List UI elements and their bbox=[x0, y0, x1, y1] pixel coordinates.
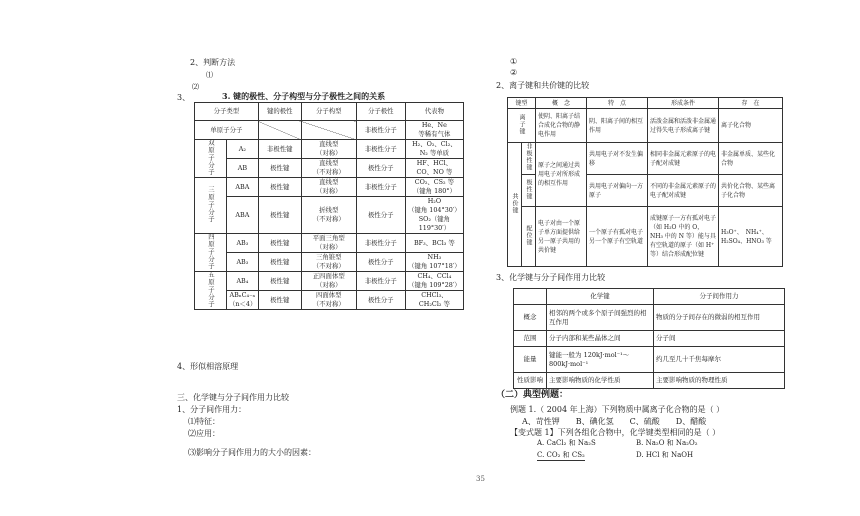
th-blank bbox=[514, 289, 547, 305]
option-c: C. CO₂ 和 CS₂ bbox=[537, 451, 585, 459]
cell-shape: 直线型 （不对称） bbox=[301, 159, 356, 178]
cell-diag bbox=[301, 121, 356, 140]
cell-exist: H₃O⁺、 NH₄⁺、 H₂SO₄、HNO₃ 等 bbox=[719, 207, 783, 267]
th-chem-bond: 化学键 bbox=[547, 289, 654, 305]
cell-shape: 折线型 （不对称） bbox=[301, 197, 356, 234]
cell-example: He、Ne 等稀有气体 bbox=[405, 121, 463, 140]
cell-pol: 非极性分子 bbox=[356, 272, 405, 291]
item-factors: ⑶影响分子间作用力的大小的因素： bbox=[188, 448, 316, 457]
list-item-1: ⑴ bbox=[206, 71, 213, 79]
option-a: A. CaCl₂ 和 Na₂S bbox=[537, 439, 596, 447]
cell-bond: 相邻的两个或多个原子间强烈的相互作用 bbox=[547, 305, 654, 331]
heading-bond-compare: 2、离子键和共价键的比较 bbox=[496, 81, 590, 90]
item-application: ⑵应用： bbox=[188, 429, 220, 438]
cell-force: 分子间 bbox=[654, 331, 785, 347]
th-feature: 特 点 bbox=[587, 98, 648, 109]
th-mol-type: 分子类型 bbox=[195, 103, 259, 121]
cell-feature: 一个原子有孤对电子另一个原子有空轨道 bbox=[587, 207, 648, 267]
cell-shape: 直线型 （对称） bbox=[301, 178, 356, 197]
th-force: 分子间作用力 bbox=[654, 289, 785, 305]
cell-concept: 电子对由一个原子单方面提供给另一原子共用的共价键 bbox=[536, 207, 587, 267]
group-label: 五原子分子 bbox=[195, 272, 227, 310]
cell-feature: 共用电子对不发生偏移 bbox=[587, 143, 648, 175]
th-concept: 概 念 bbox=[536, 98, 587, 109]
list-item-2: ⑵ bbox=[192, 83, 199, 91]
row-label-nonpolar: 非极性键 bbox=[522, 143, 536, 175]
row-label: 概念 bbox=[514, 305, 547, 331]
cell-force: 物质的分子间存在的微弱的相互作用 bbox=[654, 305, 785, 331]
cell-example: H₂、O₂、Cl₂、 N₂ 等单质 bbox=[405, 140, 463, 159]
bond-force-table bbox=[513, 288, 785, 389]
cell-single-atom: 单原子分子 bbox=[195, 121, 259, 140]
cell-type: AB₄ bbox=[227, 272, 259, 291]
heading-judge-method: 2、判断方法 bbox=[190, 58, 236, 67]
row-label: 范围 bbox=[514, 331, 547, 347]
cell-force: 主要影响物质的物理性质 bbox=[654, 373, 785, 389]
cell-exist: 共价化合物、某些离子化合物 bbox=[719, 175, 783, 207]
cell-force: 约几至几十千焦每摩尔 bbox=[654, 347, 785, 373]
cell-bond: 主要影响物质的化学性质 bbox=[547, 373, 654, 389]
cell-diag bbox=[258, 121, 301, 140]
cell-shape: 直线型 （对称） bbox=[301, 140, 356, 159]
example-1: 例题 1.（ 2004 年上海）下列物质中属离子化合物的是（ ） bbox=[510, 405, 725, 414]
row-label: 能量 bbox=[514, 347, 547, 373]
example-1-options: A、苛性钾 B、碘化氢 C、硫酸 D、醋酸 bbox=[522, 417, 707, 426]
cell-bond: 极性键 bbox=[258, 197, 301, 234]
cell-pol: 极性分子 bbox=[356, 253, 405, 272]
section-number-3: 3、 bbox=[177, 93, 191, 102]
cell-pol: 极性分子 bbox=[356, 291, 405, 310]
cell-example: CO₂、CS₂ 等 （键角 180°） bbox=[405, 178, 463, 197]
cell-feature: 共用电子对偏向一方原子 bbox=[587, 175, 648, 207]
row-label-ionic: 离子键 bbox=[508, 109, 536, 143]
cell-type: ABₙC₄₋ₙ （n＜4） bbox=[227, 291, 259, 310]
heading-bond-vs-force: 3、化学键与分子间作用力比较 bbox=[496, 273, 606, 282]
option-b: B. Na₂O 和 Na₂O₂ bbox=[636, 439, 698, 447]
cell-shape: 四面体型 （不对称） bbox=[301, 291, 356, 310]
group-label: 四原子分子 bbox=[195, 234, 227, 272]
polarity-table bbox=[194, 102, 464, 310]
cell-shape: 三角锥型 （不对称） bbox=[301, 253, 356, 272]
cell-pol: 非极性分子 bbox=[356, 121, 405, 140]
cell-example: H₂O （键角 104°30′） SO₂（键角 119°30′） bbox=[405, 197, 463, 234]
th-condition: 形成条件 bbox=[648, 98, 719, 109]
variant-1: 【变式题 1】下列各组化合物中，化学键类型相同的是（ ） bbox=[510, 428, 721, 437]
cell-shape: 正四面体型 （对称） bbox=[301, 272, 356, 291]
cell-bond: 极性键 bbox=[258, 272, 301, 291]
row-label: 性质影响 bbox=[514, 373, 547, 389]
section-examples: （二）典型例题： bbox=[496, 390, 569, 400]
cell-condition: 成键原子一方有孤对电子（如 H₂O 中的 O，NH₃ 中的 N 等）能与具有空轨道的原子（如 H⁺ 等）结合形成配位键 bbox=[648, 207, 719, 267]
cell-type: ABA bbox=[227, 178, 259, 197]
cell-type: AB bbox=[227, 159, 259, 178]
cell-condition: 不同的非金属元素原子的电子配对成键 bbox=[648, 175, 719, 207]
th-bond-type: 键型 bbox=[508, 98, 536, 109]
cell-exist: 离子化合物 bbox=[719, 109, 783, 143]
cell-shape: 平面三角型 （对称） bbox=[301, 234, 356, 253]
th-exist: 存 在 bbox=[719, 98, 783, 109]
cell-bond: 键能一般为 120kJ·mol⁻¹～800kJ·mol⁻¹ bbox=[547, 347, 654, 373]
cell-concept: 原子之间通过共用电子对所形成的相互作用 bbox=[536, 143, 587, 207]
option-d: D. HCl 和 NaOH bbox=[636, 451, 694, 459]
cell-pol: 非极性分子 bbox=[356, 234, 405, 253]
item-feature: ⑴特征： bbox=[188, 417, 220, 426]
cell-type: A₂ bbox=[227, 140, 259, 159]
section-compare: 三、化学键与分子间作用力比较 bbox=[177, 393, 289, 402]
row-label-covalent: 共价键 bbox=[508, 143, 522, 267]
cell-pol: 极性分子 bbox=[356, 159, 405, 178]
cell-pol: 非极性分子 bbox=[356, 178, 405, 197]
th-mol-pol: 分子极性 bbox=[356, 103, 405, 121]
heading-similar-dissolve: 4、形似相溶原理 bbox=[177, 362, 239, 371]
table1-title: 3. 键的极性、分子构型与分子极性之间的关系 bbox=[222, 91, 386, 101]
cell-bond: 极性键 bbox=[258, 178, 301, 197]
circ-item-2: ② bbox=[510, 68, 518, 77]
cell-concept: 使阴、阳离子结合成化合物的静电作用 bbox=[536, 109, 587, 143]
group-label: 三原子分子 bbox=[195, 178, 227, 234]
cell-bond: 分子内部和某些晶体之间 bbox=[547, 331, 654, 347]
cell-example: HF、HCl、 CO、NO 等 bbox=[405, 159, 463, 178]
cell-example: BF₃、BCl₃ 等 bbox=[405, 234, 463, 253]
cell-type: AB₃ bbox=[227, 234, 259, 253]
th-shape: 分子构型 bbox=[301, 103, 356, 121]
sub-intermolecular: 1、分子间作用力： bbox=[177, 405, 247, 414]
cell-pol: 极性分子 bbox=[356, 197, 405, 234]
cell-condition: 活泼金属和活泼非金属通过得失电子形成离子键 bbox=[648, 109, 719, 143]
cell-bond: 极性键 bbox=[258, 159, 301, 178]
cell-bond: 非极性键 bbox=[258, 140, 301, 159]
cell-example: NH₃ （键角 107°18′） bbox=[405, 253, 463, 272]
cell-bond: 极性键 bbox=[258, 291, 301, 310]
cell-example: CHCl₃、 CH₂Cl₂ 等 bbox=[405, 291, 463, 310]
group-label: 双原子分子 bbox=[195, 140, 227, 178]
cell-bond: 极性键 bbox=[258, 253, 301, 272]
cell-type: AB₃ bbox=[227, 253, 259, 272]
circ-item-1: ① bbox=[510, 57, 518, 66]
cell-example: CH₄、CCl₄ （键角 109°28′） bbox=[405, 272, 463, 291]
bond-compare-table bbox=[507, 97, 783, 267]
cell-pol: 非极性分子 bbox=[356, 140, 405, 159]
cell-feature: 阴、阳离子间的相互作用 bbox=[587, 109, 648, 143]
th-example: 代表物 bbox=[405, 103, 463, 121]
row-label-coord: 配位键 bbox=[522, 207, 536, 267]
cell-type: ABA bbox=[227, 197, 259, 234]
cell-condition: 相同非金属元素原子的电子配对成键 bbox=[648, 143, 719, 175]
th-bond-pol: 键的极性 bbox=[258, 103, 301, 121]
page-number: 35 bbox=[476, 475, 485, 483]
row-label-polar: 极性键 bbox=[522, 175, 536, 207]
cell-exist: 非金属单质、某些化合物 bbox=[719, 143, 783, 175]
cell-bond: 极性键 bbox=[258, 234, 301, 253]
